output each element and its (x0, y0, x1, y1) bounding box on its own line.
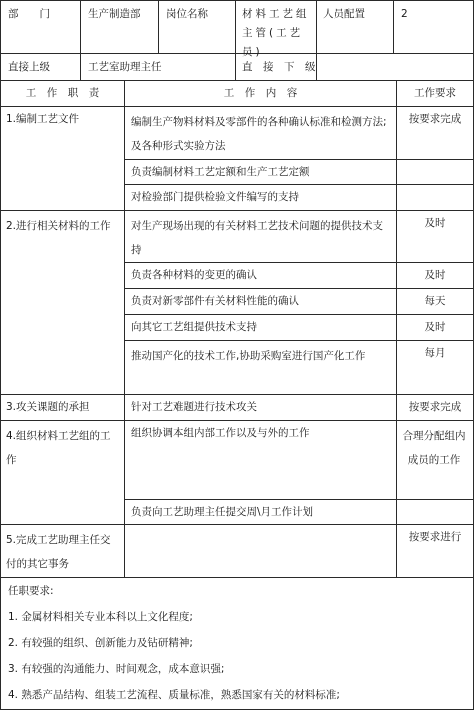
col-divider (393, 0, 394, 53)
task-requirement: 按要求进行 (408, 531, 462, 543)
col-divider (80, 0, 81, 80)
task-content: 针对工艺难题进行技术攻关 (131, 401, 257, 413)
row-divider (124, 159, 474, 160)
staffing-label: 人员配置 (323, 8, 365, 20)
task-requirement: 及时 (424, 321, 446, 333)
column-header-requirement: 工作要求 (414, 87, 456, 99)
duty-title: 3.攻关课题的承担 (6, 401, 90, 413)
qualification-item: 4. 熟悉产品结构、组装工艺流程、质量标准，熟悉国家有关的材料标准; (8, 689, 340, 701)
task-requirement: 及时 (424, 217, 446, 229)
task-requirement: 按要求完成 (408, 401, 462, 413)
task-content: 负责编制材料工艺定额和生产工艺定额 (131, 166, 310, 178)
task-content: 负责各种材料的变更的确认 (131, 269, 257, 281)
col-divider (316, 0, 317, 80)
row-divider (0, 420, 474, 421)
dept-label: 部 门 (8, 8, 50, 20)
row-divider (124, 499, 474, 500)
task-content: 编制生产物料材料及零部件的各种确认标准和检测方法;及各种形式实验方法 (131, 116, 387, 152)
task-content: 对生产现场出现的有关材料工艺技术问题的提供技术支持 (131, 220, 383, 256)
duty-title: 1.编制工艺文件 (6, 113, 80, 125)
qualification-item: 3. 有较强的沟通能力、时间观念，成本意识强; (8, 663, 225, 675)
row-divider (124, 262, 474, 263)
superior-value: 工艺室助理主任 (88, 61, 162, 73)
row-divider (0, 524, 474, 525)
row-divider (0, 53, 474, 54)
task-requirement: 按要求完成 (408, 113, 462, 125)
row-divider (0, 577, 474, 578)
task-content: 负责向工艺助理主任提交周\月工作计划 (131, 506, 314, 518)
row-divider (0, 80, 474, 81)
task-content: 组织协调本组内部工作以及与外的工作 (131, 427, 310, 439)
row-divider (124, 184, 474, 185)
row-divider (124, 340, 474, 341)
task-requirement: 合理分配组内成员的工作 (402, 430, 466, 466)
col-divider (124, 80, 125, 577)
task-content: 对检验部门提供检验文件编写的支持 (131, 191, 299, 203)
task-requirement: 每天 (424, 295, 446, 307)
task-requirement: 每月 (424, 347, 446, 359)
table-border-top (0, 0, 474, 1)
table-border-left (0, 0, 1, 710)
row-divider (0, 106, 474, 107)
position-value: 材料工艺组主管(工艺员) (242, 8, 310, 58)
col-divider (235, 0, 236, 80)
task-requirement: 及时 (424, 269, 446, 281)
staffing-value: 2 (401, 8, 408, 20)
col-divider (158, 0, 159, 53)
duty-title: 5.完成工艺助理主任交付的其它事务 (6, 534, 111, 570)
column-header-duty: 工 作 职 责 (25, 87, 100, 99)
row-divider (0, 210, 474, 211)
task-content: 负责对新零部件有关材料性能的确认 (131, 295, 299, 307)
position-label: 岗位名称 (166, 8, 208, 20)
qualification-item: 2. 有较强的组织、创新能力及钻研精神; (8, 637, 193, 649)
row-divider (124, 314, 474, 315)
duty-title: 2.进行相关材料的工作 (6, 220, 111, 232)
qualifications-heading: 任职要求: (8, 585, 54, 597)
task-content: 推动国产化的技术工作,协助采购室进行国产化工作 (131, 350, 366, 362)
row-divider (0, 394, 474, 395)
subordinate-label: 直 接 下 级 (242, 61, 316, 73)
column-header-content: 工 作 内 容 (223, 87, 298, 99)
dept-value: 生产制造部 (88, 8, 141, 20)
qualification-item: 1. 金属材料相关专业本科以上文化程度; (8, 611, 193, 623)
task-content: 向其它工艺组提供技术支持 (131, 321, 257, 333)
duty-title: 4.组织材料工艺组的工作 (6, 430, 111, 466)
superior-label: 直接上级 (8, 61, 50, 73)
row-divider (124, 288, 474, 289)
